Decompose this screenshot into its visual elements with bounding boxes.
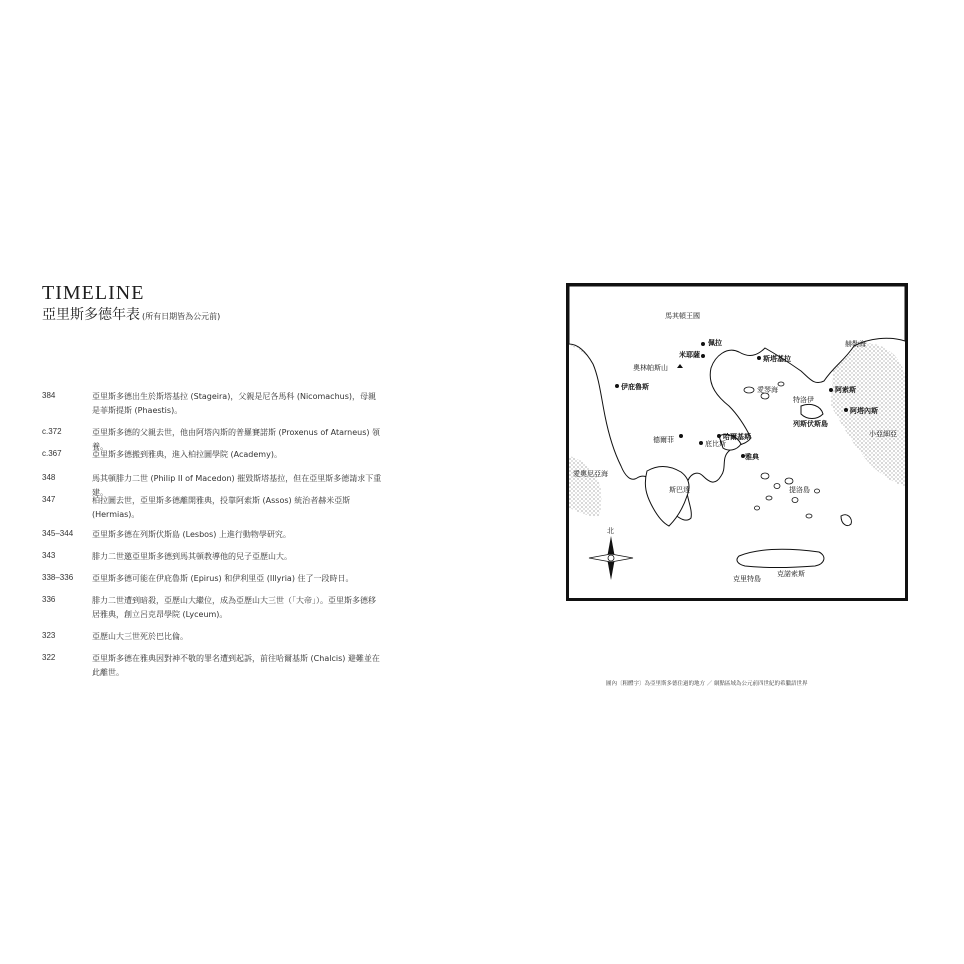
label-lesbos: 列斯伏斯島 — [793, 420, 828, 428]
label-atarneus: 阿塔內斯 — [850, 407, 878, 415]
label-mieza: 米耶薩 — [679, 351, 700, 359]
timeline-row — [42, 630, 402, 652]
timeline-row — [42, 594, 402, 630]
timeline-text: 腓力二世邀亞里斯多德到馬其頓教導他的兒子亞歷山大。 — [92, 552, 292, 561]
subtitle-note: (所有日期皆為公元前) — [142, 312, 221, 321]
label-sparta: 斯巴達 — [669, 486, 690, 494]
timeline-text: 亞里斯多德搬到雅典，進入柏拉圖學院 (Academy)。 — [92, 450, 282, 459]
timeline-row — [42, 550, 402, 572]
label-assos: 阿索斯 — [835, 386, 856, 394]
timeline-text: 馬其頓腓力二世 (Philip II of Macedon) 摧毀斯塔基拉，但在亞里斯多德請求下重建。 — [92, 474, 382, 497]
timeline-list — [42, 390, 402, 686]
label-knossos: 克諾索斯 — [777, 570, 805, 578]
crete-island — [737, 549, 824, 567]
timeline-year: 338–336 — [42, 573, 74, 582]
label-ionian: 愛奧尼亞海 — [573, 470, 608, 478]
timeline-row — [42, 572, 402, 594]
timeline-year: 348 — [42, 473, 56, 482]
label-aegean: 愛琴海 — [757, 386, 778, 394]
timeline-year: 343 — [42, 551, 56, 560]
timeline-year: c.372 — [42, 427, 62, 436]
page-subtitle — [42, 304, 220, 324]
label-macedonia: 馬其頓王國 — [665, 312, 700, 320]
timeline-row — [42, 494, 402, 528]
timeline-row — [42, 426, 402, 451]
label-athens: 雅典 — [745, 453, 759, 461]
label-chalcis: 哈爾基斯 — [723, 433, 751, 441]
timeline-row — [42, 472, 402, 497]
timeline-year: 336 — [42, 595, 56, 604]
timeline-text: 亞里斯多德可能在伊庇魯斯 (Epirus) 和伊利里亞 (Illyria) 住了一段時日。 — [92, 574, 354, 583]
timeline-row — [42, 652, 402, 686]
timeline-text: 亞里斯多德出生於斯塔基拉 (Stageira)，父親是尼各馬科 (Nicomachus)，母親是菲斯提斯 (Phaestis)。 — [92, 392, 377, 415]
label-pella: 佩拉 — [708, 339, 722, 347]
timeline-year: 322 — [42, 653, 56, 662]
timeline-text: 亞里斯多德在雅典因對神不敬的罪名遭到起訴，前往哈爾基斯 (Chalcis) 避難並在此離世。 — [92, 654, 380, 677]
timeline-text: 亞里斯多德的父親去世，他由阿塔內斯的普羅賽諾斯 (Proxenus of Atarneus) 領養。 — [92, 428, 381, 451]
label-olympus: 奧林帕斯山 — [633, 364, 668, 372]
label-delos: 提洛島 — [789, 486, 810, 494]
timeline-row — [42, 390, 402, 426]
hellenic-zone-southwest — [569, 456, 602, 516]
timeline-row — [42, 528, 402, 550]
timeline-year: c.367 — [42, 449, 62, 458]
timeline-year: 347 — [42, 495, 56, 504]
page-title: TIMELINE — [42, 282, 145, 304]
timeline-text: 柏拉圖去世，亞里斯多德離開雅典，投靠阿索斯 (Assos) 統治者赫米亞斯 (Hermias)。 — [92, 496, 351, 519]
lesbos-island — [801, 404, 823, 418]
label-troy: 特洛伊 — [793, 396, 814, 404]
map-caption: 圖內〔粗體字〕為亞里斯多德住過的地方 ／ 網點區域為公元前四世紀的希臘語世界 — [606, 681, 808, 687]
label-thebes: 底比斯 — [705, 440, 726, 448]
timeline-year: 384 — [42, 391, 56, 400]
timeline-text: 亞里斯多德在列斯伏斯島 (Lesbos) 上進行動物學研究。 — [92, 530, 291, 539]
label-epirus: 伊庇魯斯 — [621, 383, 649, 391]
label-crete: 克里特島 — [733, 575, 761, 583]
timeline-year: 323 — [42, 631, 56, 640]
label-marmara: 赫勒海 — [845, 340, 866, 348]
label-asia-minor: 小亞細亞 — [869, 430, 897, 438]
label-stageira: 斯塔基拉 — [763, 355, 791, 363]
map-svg — [569, 286, 905, 598]
greece-map — [566, 283, 908, 601]
subtitle-text: 亞里斯多德年表 — [42, 307, 140, 323]
timeline-text: 腓力二世遭到暗殺，亞歷山大繼位，成為亞歷山大三世（「大帝」）。亞里斯多德移居雅典，創立呂克昂學院 (Lyceum)。 — [92, 596, 376, 619]
compass-north-label: 北 — [607, 527, 614, 535]
timeline-row — [42, 448, 402, 472]
rhodes-island — [841, 515, 851, 526]
timeline-text: 亞歷山大三世死於巴比倫。 — [92, 632, 188, 641]
label-delphi: 德爾菲 — [653, 436, 674, 444]
compass-rose-icon — [589, 526, 633, 580]
timeline-year: 345–344 — [42, 529, 74, 538]
